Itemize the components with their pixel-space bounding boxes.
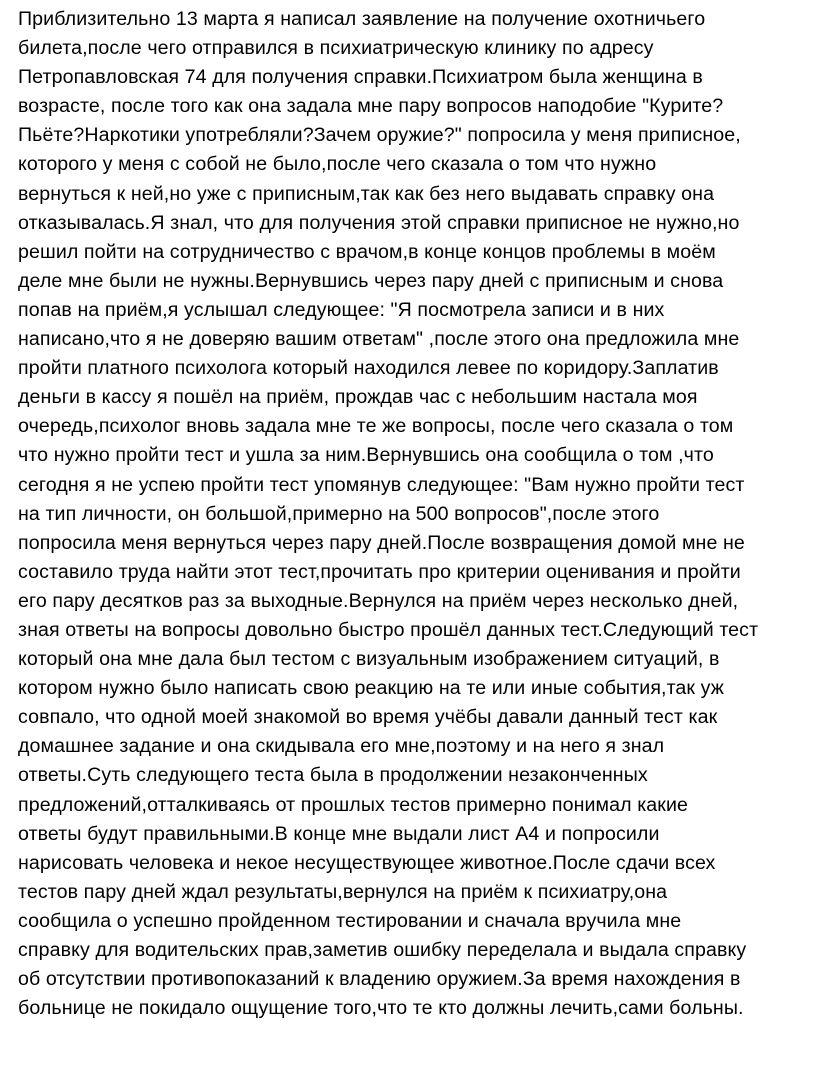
text-line: очередь,психолог вновь задала мне те же вопросы, после чего сказала о том	[18, 415, 734, 438]
text-line: которого у меня с собой не было,после чего сказала о том что нужно	[18, 153, 657, 176]
text-line: возрасте, после того как она задала мне пару вопросов наподобие "Курите?	[18, 95, 724, 118]
text-line: билета,после чего отправился в психиатрическую клинику по адресу	[18, 37, 654, 60]
text-line: что нужно пройти тест и ушла за ним.Вернувшись она сообщила о том ,что	[18, 444, 714, 467]
text-line: домашнее задание и она скидывала его мне,поэтому и на него я знал	[18, 735, 665, 758]
text-line: попав на приём,я услышал следующее: "Я посмотрела записи и в них	[18, 298, 665, 321]
text-line: тестов пару дней ждал результаты,вернулся на приём к психиатру,она	[18, 880, 668, 903]
text-line: пройти платного психолога который находился левее по коридору.Заплатив	[18, 357, 719, 380]
text-line: Пьёте?Наркотики употребляли?Зачем оружие?" попросила у меня приписное,	[18, 124, 741, 147]
text-line: на тип личности, он большой,примерно на 500 вопросов",после этого	[18, 502, 660, 525]
text-line: сегодня я не успею пройти тест упомянув следующее: "Вам нужно пройти тест	[18, 473, 745, 496]
text-line: который она мне дала был тестом с визуальным изображением ситуаций, в	[18, 648, 720, 671]
text-line: предложений,отталкиваясь от прошлых тестов примерно понимал какие	[18, 793, 689, 816]
text-line: решил пойти на сотрудничество с врачом,в конце концов проблемы в моём	[18, 240, 716, 263]
text-line: больнице не покидало ощущение того,что те кто должны лечить,сами больны.	[18, 997, 744, 1020]
text-line: деньги в кассу я пошёл на приём, прождав час с небольшим настала моя	[18, 386, 698, 409]
text-line: составило труда найти этот тест,прочитать про критерии оценивания и пройти	[18, 560, 741, 583]
text-line: ответы будут правильными.В конце мне выдали лист А4 и попросили	[18, 822, 660, 845]
text-line: нарисовать человека и некое несуществующее животное.После сдачи всех	[18, 851, 716, 874]
text-line: отказывалась.Я знал, что для получения этой справки приписное не нужно,но	[18, 211, 740, 234]
text-line: написано,что я не доверяю вашим ответам" ,после этого она предложила мне	[18, 328, 740, 351]
text-line: попросила меня вернуться через пару дней.После возвращения домой мне не	[18, 531, 745, 554]
text-line: котором нужно было написать свою реакцию на те или иные события,так уж	[18, 677, 724, 700]
text-line: деле мне были не нужны.Вернувшись через пару дней с приписным и снова	[18, 269, 724, 292]
text-line: сообщила о успешно пройденном тестировании и сначала вручила мне	[18, 909, 682, 932]
post-text	[18, 5, 828, 1023]
text-line: вернуться к ней,но уже с приписным,так как без него выдавать справку она	[18, 182, 715, 205]
text-line: Приблизительно 13 марта я написал заявление на получение охотничьего	[18, 8, 706, 30]
text-line: об отсутствии противопоказаний к владению оружием.За время нахождения в	[18, 968, 741, 991]
text-line: ответы.Суть следующего теста была в продолжении незаконченных	[18, 764, 648, 787]
text-line: зная ответы на вопросы довольно быстро прошёл данных тест.Следующий тест	[18, 618, 759, 641]
text-line: Петропавловская 74 для получения справки.Психиатром была женщина в	[18, 66, 703, 89]
text-line: его пару десятков раз за выходные.Вернулся на приём через несколько дней,	[18, 589, 739, 612]
text-line: совпало, что одной моей знакомой во время учёбы давали данный тест как	[18, 706, 718, 729]
text-line: справку для водительских прав,заметив ошибку переделала и выдала справку	[18, 939, 747, 961]
